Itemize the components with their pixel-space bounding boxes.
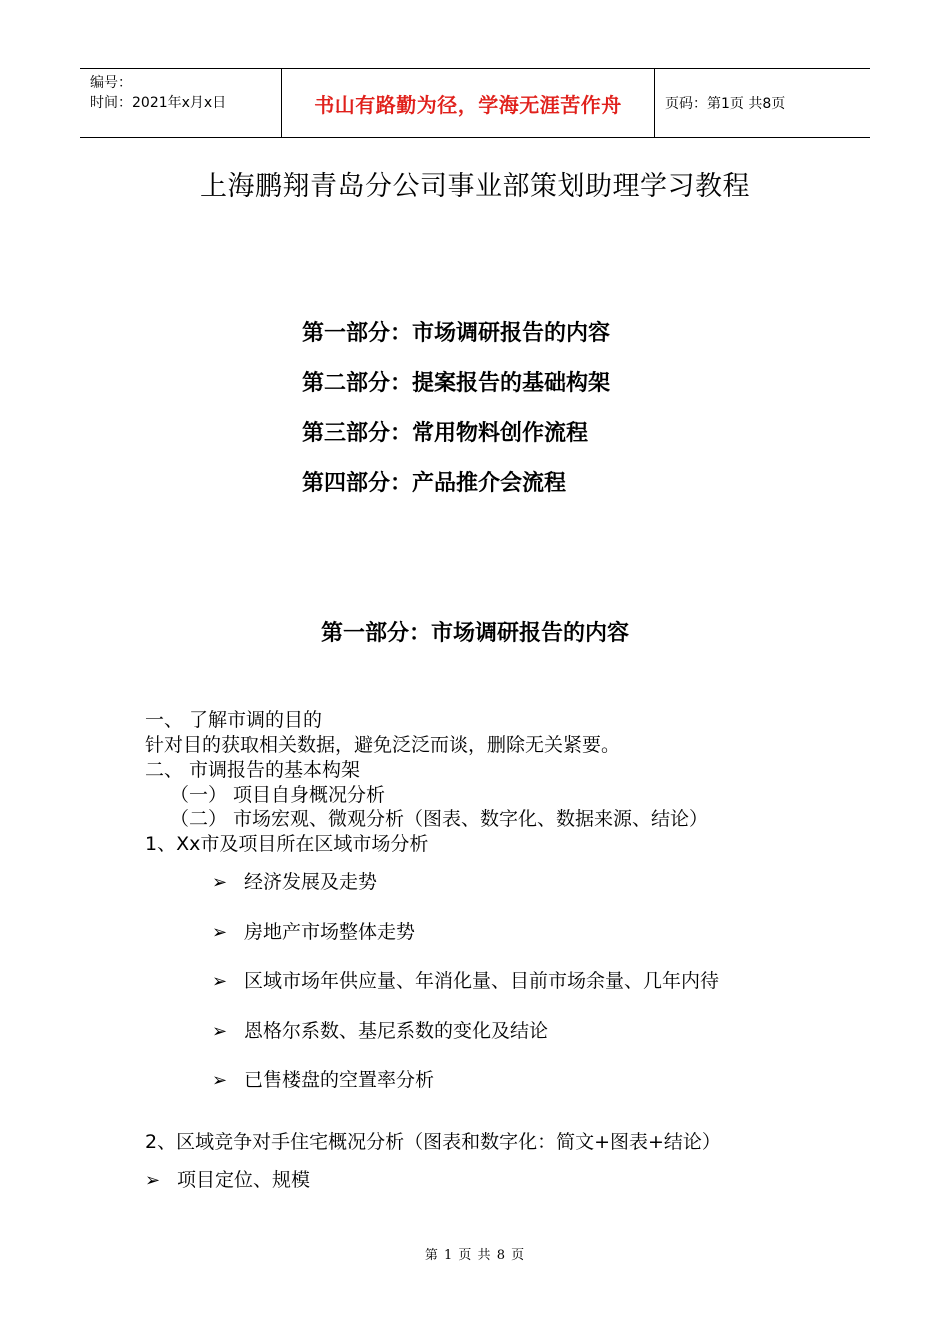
list-item bbox=[212, 1068, 434, 1093]
heading-structure: 二、 市调报告的基本构架 bbox=[145, 759, 361, 781]
heading-purpose: 一、 了解市调的目的 bbox=[145, 709, 323, 731]
page-footer: 第 1 页 共 8 页 bbox=[424, 1248, 526, 1263]
toc-item: 第一部分：市场调研报告的内容 bbox=[302, 321, 611, 346]
numbered-item: 1、Xx市及项目所在区域市场分析 bbox=[145, 833, 429, 855]
list-item bbox=[212, 920, 415, 945]
list-item bbox=[212, 870, 377, 895]
list-item bbox=[212, 969, 719, 994]
header-motto: 书山有路勤为径，学海无涯苦作舟 bbox=[282, 69, 655, 137]
header-meta bbox=[80, 69, 282, 137]
subheading: （一） 项目自身概况分析 bbox=[170, 784, 386, 806]
list-item-text: 已售楼盘的空置率分析 bbox=[244, 1069, 435, 1091]
paragraph: 针对目的获取相关数据，避免泛泛而谈，删除无关紧要。 bbox=[145, 734, 621, 756]
page-header bbox=[80, 68, 870, 138]
list-item bbox=[145, 1168, 310, 1193]
list-item-text: 区域市场年供应量、年消化量、目前市场余量、几年内待 bbox=[244, 970, 720, 992]
list-item bbox=[212, 1019, 548, 1044]
numbered-item: 2、区域竞争对手住宅概况分析（图表和数字化：简文+图表+结论） bbox=[145, 1131, 721, 1153]
time-label: 时间：2021年x月x日 bbox=[90, 95, 227, 111]
header-page-info: 页码：第1页 共8页 bbox=[665, 96, 786, 112]
list-item-text: 房地产市场整体走势 bbox=[244, 921, 416, 943]
toc-item: 第二部分：提案报告的基础构架 bbox=[302, 371, 611, 396]
toc-item: 第四部分：产品推介会流程 bbox=[302, 471, 567, 496]
arrow-bullet-icon: ➢ bbox=[212, 1021, 228, 1042]
toc-item: 第三部分：常用物料创作流程 bbox=[302, 421, 589, 446]
arrow-bullet-icon: ➢ bbox=[145, 1170, 161, 1191]
arrow-bullet-icon: ➢ bbox=[212, 872, 228, 893]
section-title: 第一部分：市场调研报告的内容 bbox=[320, 621, 629, 646]
arrow-bullet-icon: ➢ bbox=[212, 971, 228, 992]
arrow-bullet-icon: ➢ bbox=[212, 922, 228, 943]
list-item-text: 恩格尔系数、基尼系数的变化及结论 bbox=[244, 1020, 549, 1042]
number-label: 编号： bbox=[90, 75, 132, 91]
subheading: （二） 市场宏观、微观分析（图表、数字化、数据来源、结论） bbox=[170, 808, 709, 830]
document-title: 上海鹏翔青岛分公司事业部策划助理学习教程 bbox=[200, 171, 750, 202]
table-of-contents bbox=[302, 316, 610, 516]
list-item-text: 经济发展及走势 bbox=[244, 871, 378, 893]
arrow-bullet-icon: ➢ bbox=[212, 1070, 228, 1091]
list-item-text: 项目定位、规模 bbox=[177, 1169, 311, 1191]
